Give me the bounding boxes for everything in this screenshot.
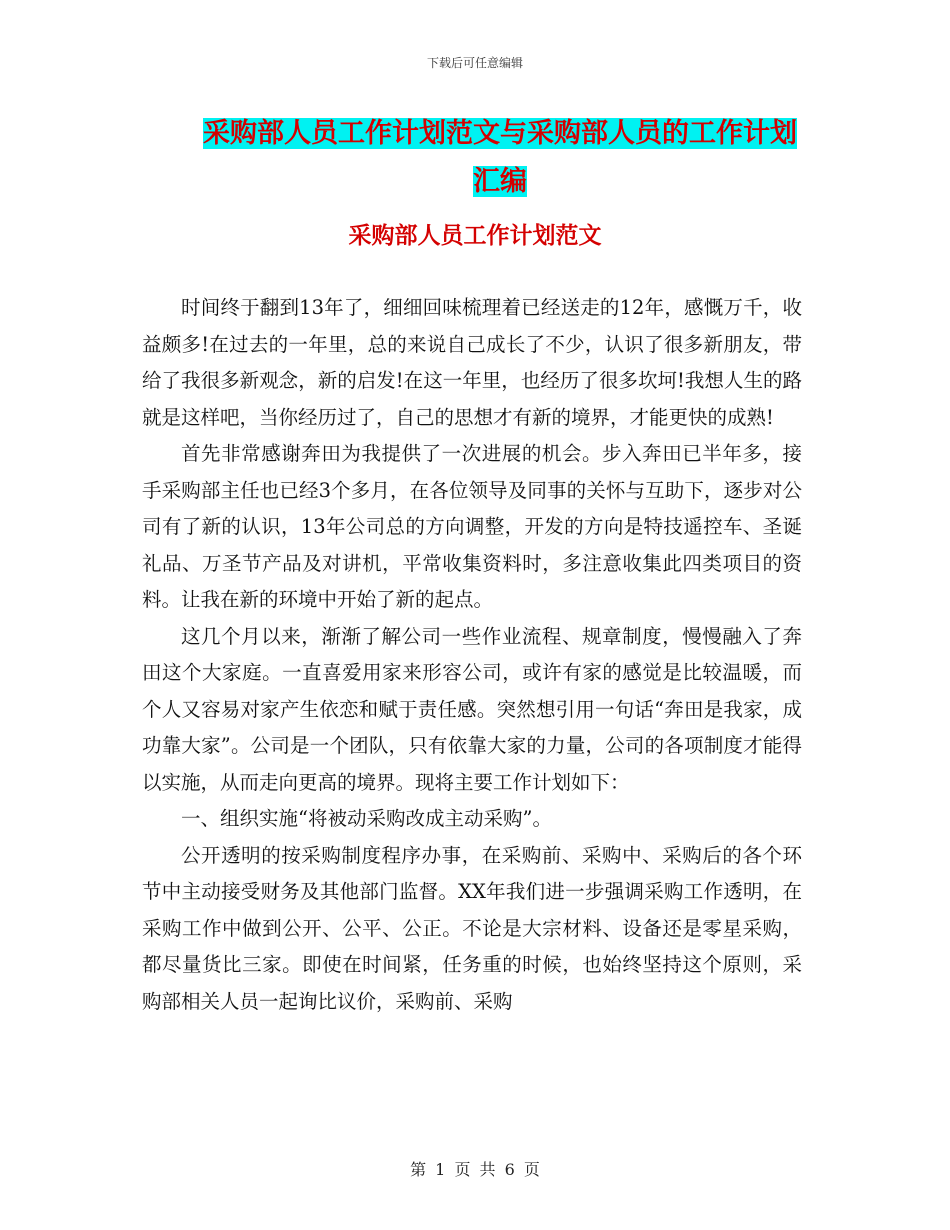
paragraph: 一、组织实施“将被动采购改成主动采购”。 xyxy=(181,807,552,830)
paragraph: 时间终于翻到13年了，细细回味梳理着已经送走的12年，感慨万千，收益颇多!在过去的一年里，总的来说自己成长了不少，认识了很多新朋友，带给了我很多新观念，新的启发!在这一年里，也经历了很多坎坷!我想人生的路就是这样吧，当你经历过了，自己的思想才有新的境界，才能更快的成熟! xyxy=(142,296,802,429)
main-title-text: 采购部人员工作计划范文与采购部人员的工作计划汇编 xyxy=(203,118,797,197)
page-number: 第 1 页 共 6 页 xyxy=(410,1160,540,1179)
header-note: 下载后可任意编辑 xyxy=(426,56,523,70)
main-title xyxy=(190,110,810,206)
paragraph: 这几个月以来，渐渐了解公司一些作业流程、规章制度，慢慢融入了奔田这个大家庭。一直喜爱用家来形容公司，或许有家的感觉是比较温暖，而个人又容易对家产生依恋和赋于责任感。突然想引用一句话“奔田是我家，成功靠大家”。公司是一个团队，只有依靠大家的力量，公司的各项制度才能得以实施，从而走向更高的境界。现将主要工作计划如下： xyxy=(142,624,802,794)
body-text xyxy=(142,290,802,1020)
sub-title: 采购部人员工作计划范文 xyxy=(348,222,602,249)
paragraph: 首先非常感谢奔田为我提供了一次进展的机会。步入奔田已半年多，接手采购部主任也已经3个多月，在各位领导及同事的关怀与互助下，逐步对公司有了新的认识，13年公司总的方向调整，开发的方向是特技遥控车、圣诞礼品、万圣节产品及对讲机，平常收集资料时，多注意收集此四类项目的资料。让我在新的环境中开始了新的起点。 xyxy=(142,442,802,611)
paragraph: 公开透明的按采购制度程序办事，在采购前、采购中、采购后的各个环节中主动接受财务及其他部门监督。XX年我们进一步强调采购工作透明，在采购工作中做到公开、公平、公正。不论是大宗材料、设备还是零星采购，都尽量货比三家。即使在时间紧，任务重的时候，也始终坚持这个原则，采购部相关人员一起询比议价，采购前、采购 xyxy=(142,843,802,1013)
